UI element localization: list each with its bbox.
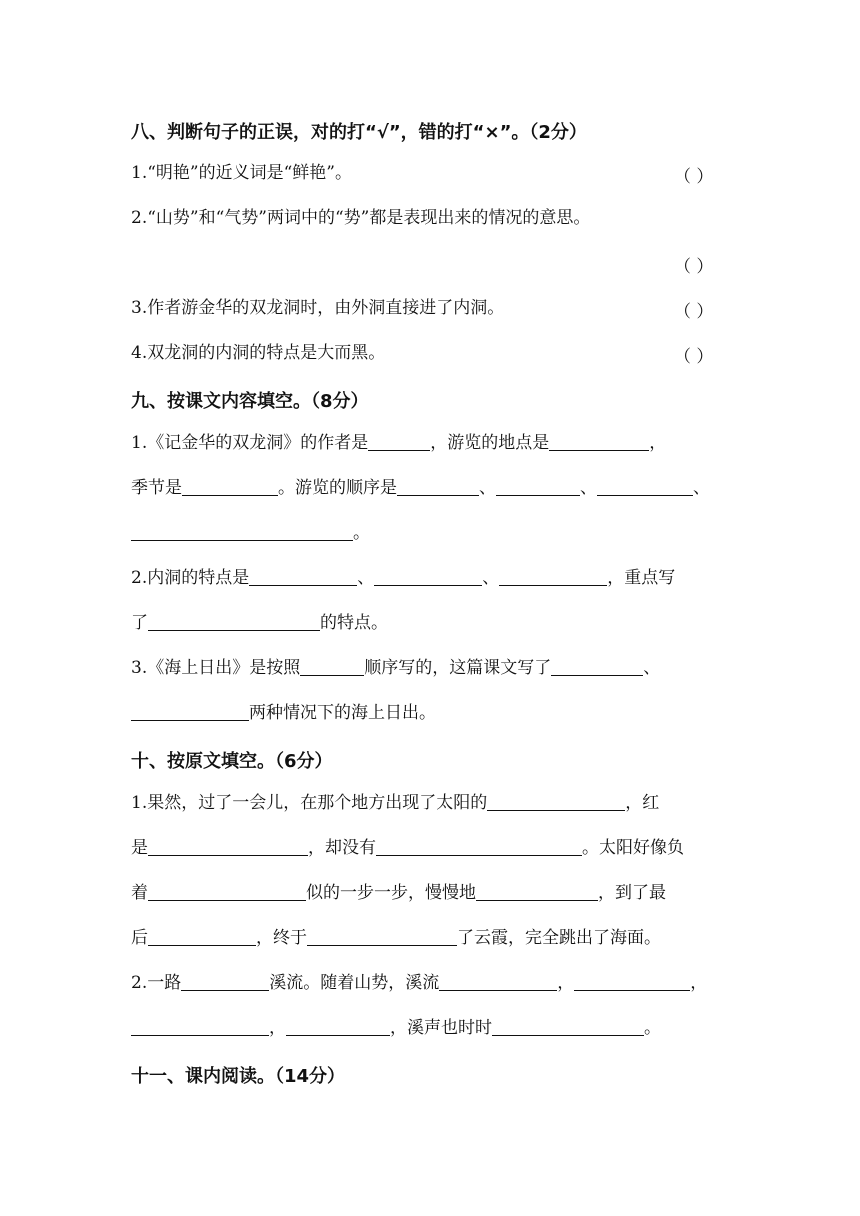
- blank-sequence[interactable]: [300, 657, 364, 676]
- blank-order-4[interactable]: [131, 522, 353, 541]
- s10-l2-text-b: ，却没有: [308, 838, 376, 858]
- s10-l3-text-c: ，到了最: [598, 883, 666, 903]
- s10-l1-text-b: ，红: [625, 793, 660, 813]
- blank-s10-12[interactable]: [286, 1017, 390, 1036]
- s9-l2-text-a: 季节是: [131, 478, 182, 498]
- s10-end: 。: [644, 1018, 661, 1038]
- section-8-heading: 八、判断句子的正误，对的打“√”，错的打“×”。（2分）: [131, 122, 587, 143]
- s10-l2-text-a: 是: [131, 838, 148, 858]
- blank-s10-4[interactable]: [148, 882, 306, 901]
- s8-answer-paren-4[interactable]: （ ）: [674, 347, 714, 367]
- s10-line-6: [131, 1017, 661, 1039]
- blank-season[interactable]: [182, 477, 278, 496]
- blank-order-1[interactable]: [397, 477, 479, 496]
- s9-sep: 、: [479, 478, 496, 498]
- s9-sep: 、: [643, 658, 661, 678]
- s9-line-3: [131, 522, 370, 544]
- s8-answer-paren-2[interactable]: （ ）: [674, 257, 714, 277]
- blank-s10-6[interactable]: [148, 927, 256, 946]
- blank-feature-2[interactable]: [374, 567, 482, 586]
- blank-s10-8[interactable]: [181, 972, 269, 991]
- s9-l1-text-c: ，: [649, 433, 667, 453]
- blank-situation-2[interactable]: [131, 702, 249, 721]
- s10-line-2: [131, 837, 684, 859]
- s9-line-7: [131, 702, 436, 724]
- s10-l4-text-c: 了云霞，完全跳出了海面。: [457, 928, 661, 948]
- s9-l7-text-b: 两种情况下的海上日出。: [249, 703, 436, 723]
- s10-line-5: [131, 972, 707, 994]
- s8-question-1: 1.“明艳”的近义词是“鲜艳”。: [131, 163, 352, 183]
- s8-question-4: 4.双龙洞的内洞的特点是大而黑。: [131, 343, 386, 363]
- blank-s10-9[interactable]: [439, 972, 557, 991]
- s10-line-3: [131, 882, 666, 904]
- s9-line-5: [131, 612, 388, 634]
- s10-comma: ，: [690, 973, 708, 993]
- blank-focus[interactable]: [148, 612, 320, 631]
- s9-l5-text-a: 了: [131, 613, 148, 633]
- s10-l5-text-b: 溪流。随着山势，溪流: [269, 973, 440, 993]
- s8-answer-paren-1[interactable]: （ ）: [674, 167, 714, 187]
- s10-comma: ，: [557, 973, 575, 993]
- section-11-heading: 十一、课内阅读。（14分）: [131, 1066, 346, 1087]
- s9-sep: 、: [357, 568, 375, 588]
- s9-sep: 、: [693, 478, 710, 498]
- s9-l4-text-b: ，重点写: [607, 568, 676, 588]
- blank-s10-5[interactable]: [476, 882, 598, 901]
- blank-s10-2[interactable]: [148, 837, 308, 856]
- s10-l3-text-a: 着: [131, 883, 148, 903]
- s9-l5-text-b: 的特点。: [320, 613, 388, 633]
- s10-l4-text-b: ，终于: [256, 928, 307, 948]
- s8-question-3: 3.作者游金华的双龙洞时，由外洞直接进了内洞。: [131, 298, 505, 318]
- s10-l2-text-c: 。太阳好像负: [582, 838, 684, 858]
- section-10-heading: 十、按原文填空。（6分）: [131, 751, 333, 772]
- s10-l1-text-a: 1.果然，过了一会儿，在那个地方出现了太阳的: [131, 793, 488, 813]
- s9-sep: 、: [580, 478, 597, 498]
- s9-l1-text-b: ，游览的地点是: [430, 433, 550, 453]
- blank-order-3[interactable]: [597, 477, 693, 496]
- s10-line-4: [131, 927, 661, 949]
- s10-l5-text-a: 2.一路: [131, 973, 182, 993]
- s9-line-4: [131, 567, 675, 589]
- blank-situation-1[interactable]: [551, 657, 643, 676]
- s9-end: 。: [353, 523, 370, 543]
- blank-feature-1[interactable]: [249, 567, 357, 586]
- s9-l2-text-b: 。游览的顺序是: [278, 478, 397, 498]
- s9-l6-text-b: 顺序写的，这篇课文写了: [364, 658, 552, 678]
- s9-l4-text-a: 2.内洞的特点是: [131, 568, 250, 588]
- section-9-heading: 九、按课文内容填空。（8分）: [131, 391, 369, 412]
- s9-line-6: [131, 657, 660, 679]
- blank-place[interactable]: [549, 432, 649, 451]
- blank-order-2[interactable]: [496, 477, 580, 496]
- blank-s10-13[interactable]: [492, 1017, 644, 1036]
- s10-l4-text-a: 后: [131, 928, 148, 948]
- s9-l1-text-a: 1.《记金华的双龙洞》的作者是: [131, 433, 369, 453]
- blank-author[interactable]: [368, 432, 430, 451]
- blank-s10-3[interactable]: [376, 837, 582, 856]
- blank-s10-10[interactable]: [574, 972, 690, 991]
- blank-s10-1[interactable]: [487, 792, 625, 811]
- s10-line-1: [131, 792, 659, 814]
- s10-l6-text-c: ，溪声也时时: [390, 1018, 492, 1038]
- s9-line-2: [131, 477, 710, 499]
- blank-s10-11[interactable]: [131, 1017, 269, 1036]
- blank-feature-3[interactable]: [499, 567, 607, 586]
- s10-l3-text-b: 似的一步一步，慢慢地: [306, 883, 476, 903]
- blank-s10-7[interactable]: [307, 927, 457, 946]
- s9-sep: 、: [482, 568, 500, 588]
- s8-question-2: 2.“山势”和“气势”两词中的“势”都是表现出来的情况的意思。: [131, 208, 591, 228]
- s10-comma: ，: [269, 1018, 286, 1038]
- s9-l6-text-a: 3.《海上日出》是按照: [131, 658, 301, 678]
- s9-line-1: [131, 432, 666, 454]
- s8-answer-paren-3[interactable]: （ ）: [674, 302, 714, 322]
